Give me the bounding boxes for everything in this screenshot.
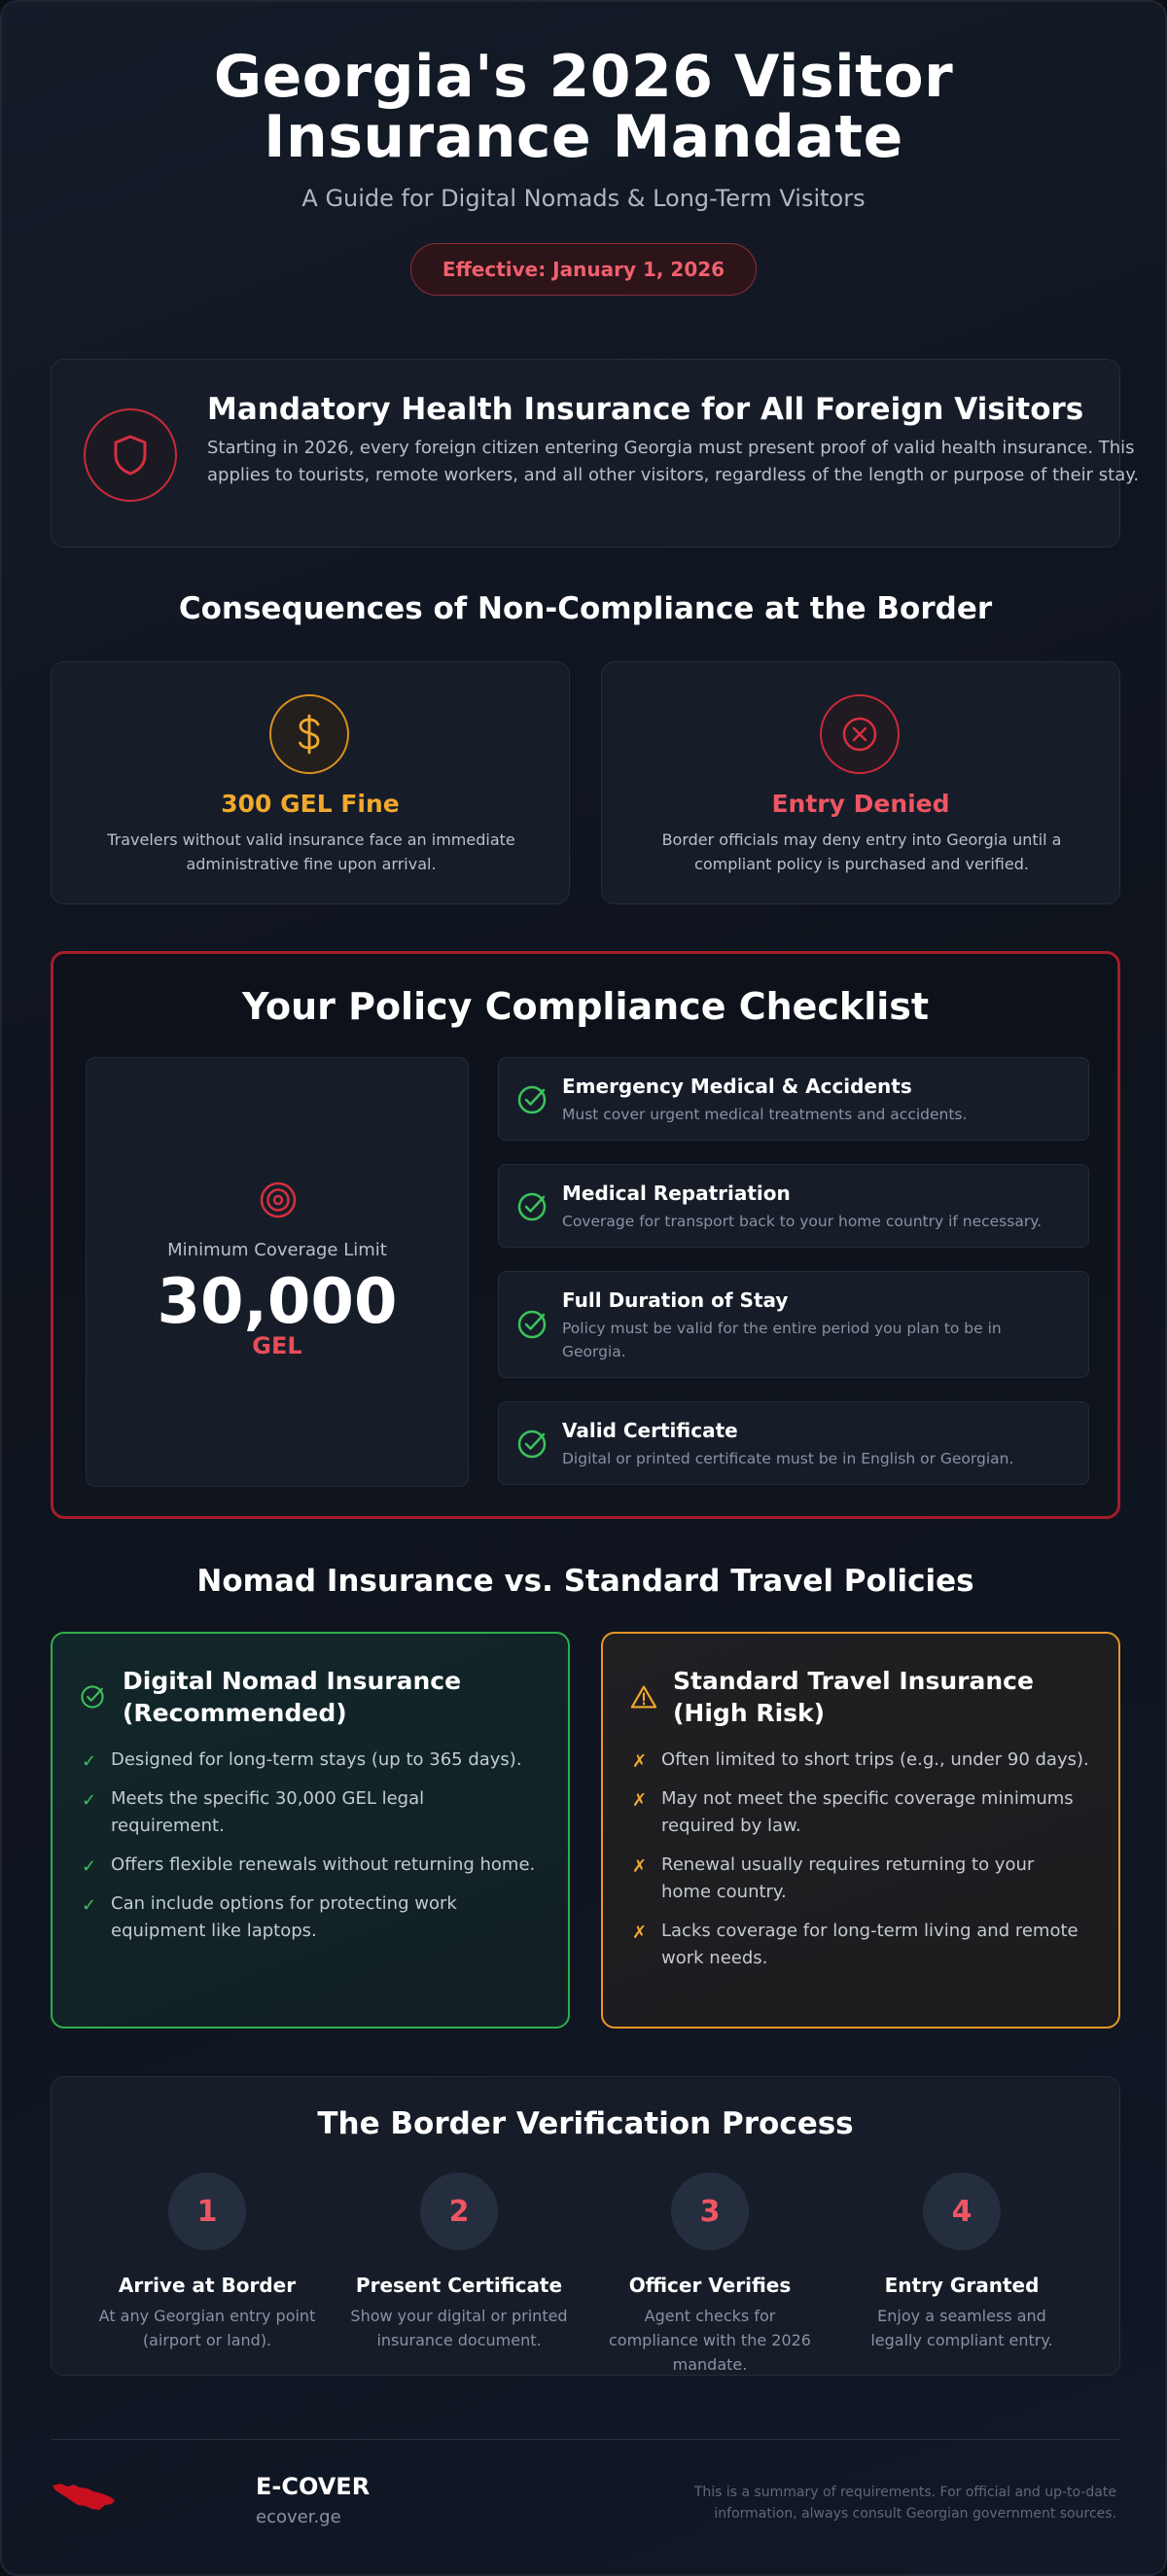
step-text: At any Georgian entry point (airport or land). xyxy=(98,2307,316,2349)
shield-icon xyxy=(84,408,177,502)
comparison-title: Nomad Insurance vs. Standard Travel Policies xyxy=(196,1564,974,1599)
check-circle-icon xyxy=(516,1084,548,1115)
check-circle-icon xyxy=(516,1191,548,1222)
fine-card xyxy=(51,661,570,904)
cross-icon: ✗ xyxy=(632,1856,648,1877)
step-number: 1 xyxy=(168,2172,246,2250)
step-title: Entry Granted xyxy=(884,2274,1040,2297)
brand-site[interactable]: ecover.ge xyxy=(256,2507,341,2527)
entry-denied-text: Border officials may deny entry into Georgia until a compliant policy is purchased and verified. xyxy=(661,830,1062,873)
standard-title: Standard Travel Insurance (High Risk) xyxy=(673,1667,1034,1727)
footer-divider xyxy=(51,2439,1120,2440)
checklist-item-title: Valid Certificate xyxy=(562,1419,738,1442)
checklist-item xyxy=(498,1057,1089,1141)
list-item: ✗ Renewal usually requires returning to your home country. xyxy=(632,1854,1035,1902)
mandate-card xyxy=(51,359,1140,547)
effective-date-badge: Effective: January 1, 2026 xyxy=(410,243,757,296)
dollar-icon xyxy=(269,694,349,774)
mandate-text: Starting in 2026, every foreign citizen entering Georgia must present proof of valid health insurance. This applies to tourists, remote workers, and all other visitors, regardless of the length or purpose of their stay. xyxy=(207,438,1140,485)
coverage-card xyxy=(86,1057,469,1487)
header xyxy=(2,2,1165,296)
coverage-unit: GEL xyxy=(252,1332,302,1359)
x-circle-icon xyxy=(820,694,900,774)
checklist-item-text: Digital or printed certificate must be in English or Georgian. xyxy=(562,1450,1014,1467)
nomad-points xyxy=(82,1747,539,1957)
verification-process xyxy=(51,2076,1120,2376)
cross-icon: ✗ xyxy=(632,1790,648,1811)
checklist-item xyxy=(498,1401,1089,1485)
brand-name: E-COVER xyxy=(256,2473,371,2500)
check-circle-icon xyxy=(516,1309,548,1340)
list-item: ✗ Often limited to short trips (e.g., under 90 days). xyxy=(632,1747,1089,1774)
step-number: 3 xyxy=(671,2172,749,2250)
compliance-checklist xyxy=(51,951,1120,1519)
standard-points xyxy=(632,1747,1089,1984)
coverage-label: Minimum Coverage Limit xyxy=(167,1240,387,1260)
checklist-item-text: Policy must be valid for the entire period you plan to be in Georgia. xyxy=(562,1320,1002,1360)
checklist-item-title: Full Duration of Stay xyxy=(562,1288,789,1312)
step-number: 4 xyxy=(923,2172,1001,2250)
georgia-map-logo xyxy=(51,2480,119,2519)
coverage-amount: 30,000 xyxy=(157,1266,398,1338)
consequences-title: Consequences of Non-Compliance at the Border xyxy=(178,591,993,626)
entry-denied-title: Entry Denied xyxy=(771,790,950,818)
footer-disclaimer: This is a summary of requirements. For official and up-to-date information, always consult Georgian government sources. xyxy=(693,2485,1116,2522)
check-icon: ✓ xyxy=(82,1751,97,1772)
process-step xyxy=(584,2172,836,2377)
checklist-item xyxy=(498,1271,1089,1378)
step-number: 2 xyxy=(420,2172,498,2250)
process-step xyxy=(333,2172,585,2352)
check-circle-icon xyxy=(516,1429,548,1460)
checklist-item xyxy=(498,1164,1089,1248)
list-item: ✓ Offers flexible renewals without returning home. xyxy=(82,1852,539,1879)
step-text: Agent checks for compliance with the 2026 mandate. xyxy=(609,2307,811,2374)
checklist-title: Your Policy Compliance Checklist xyxy=(241,985,930,1028)
step-text: Show your digital or printed insurance document. xyxy=(350,2307,568,2349)
page-title: Georgia's 2026 Visitor Insurance Mandate xyxy=(213,43,954,171)
warning-icon xyxy=(630,1684,657,1710)
standard-insurance-card xyxy=(601,1632,1120,2029)
check-icon: ✓ xyxy=(82,1895,97,1916)
list-item: ✓ Meets the specific 30,000 GEL legal requirement. xyxy=(82,1788,425,1836)
mandate-title: Mandatory Health Insurance for All Foreign Visitors xyxy=(207,392,1084,427)
process-step xyxy=(835,2172,1088,2352)
nomad-insurance-card xyxy=(51,1632,570,2029)
list-item: ✗ Lacks coverage for long-term living and remote work needs. xyxy=(632,1921,1079,1968)
step-title: Arrive at Border xyxy=(118,2274,297,2297)
nomad-title: Digital Nomad Insurance (Recommended) xyxy=(123,1667,462,1727)
check-icon: ✓ xyxy=(82,1856,97,1877)
target-icon xyxy=(259,1181,298,1223)
fine-text: Travelers without valid insurance face an immediate administrative fine upon arrival. xyxy=(107,830,515,873)
fine-title: 300 GEL Fine xyxy=(221,790,400,818)
checklist-item-title: Medical Repatriation xyxy=(562,1182,791,1205)
process-title: The Border Verification Process xyxy=(317,2106,854,2141)
process-step xyxy=(81,2172,334,2352)
step-title: Officer Verifies xyxy=(628,2274,792,2297)
check-circle-icon xyxy=(80,1684,105,1710)
checklist-item-title: Emergency Medical & Accidents xyxy=(562,1075,912,1098)
entry-denied-card xyxy=(601,661,1120,904)
checklist-item-text: Must cover urgent medical treatments and accidents. xyxy=(562,1106,968,1123)
cross-icon: ✗ xyxy=(632,1923,648,1943)
step-text: Enjoy a seamless and legally compliant entry. xyxy=(870,2307,1053,2349)
checklist-item-text: Coverage for transport back to your home country if necessary. xyxy=(562,1213,1043,1230)
list-item: ✓ Can include options for protecting work equipment like laptops. xyxy=(82,1893,457,1941)
step-title: Present Certificate xyxy=(355,2274,563,2297)
cross-icon: ✗ xyxy=(632,1751,648,1772)
page-subtitle: A Guide for Digital Nomads & Long-Term Visitors xyxy=(301,185,866,212)
list-item: ✗ May not meet the specific coverage minimums required by law. xyxy=(632,1788,1074,1836)
check-icon: ✓ xyxy=(82,1790,97,1811)
list-item: ✓ Designed for long-term stays (up to 365 days). xyxy=(82,1747,539,1774)
